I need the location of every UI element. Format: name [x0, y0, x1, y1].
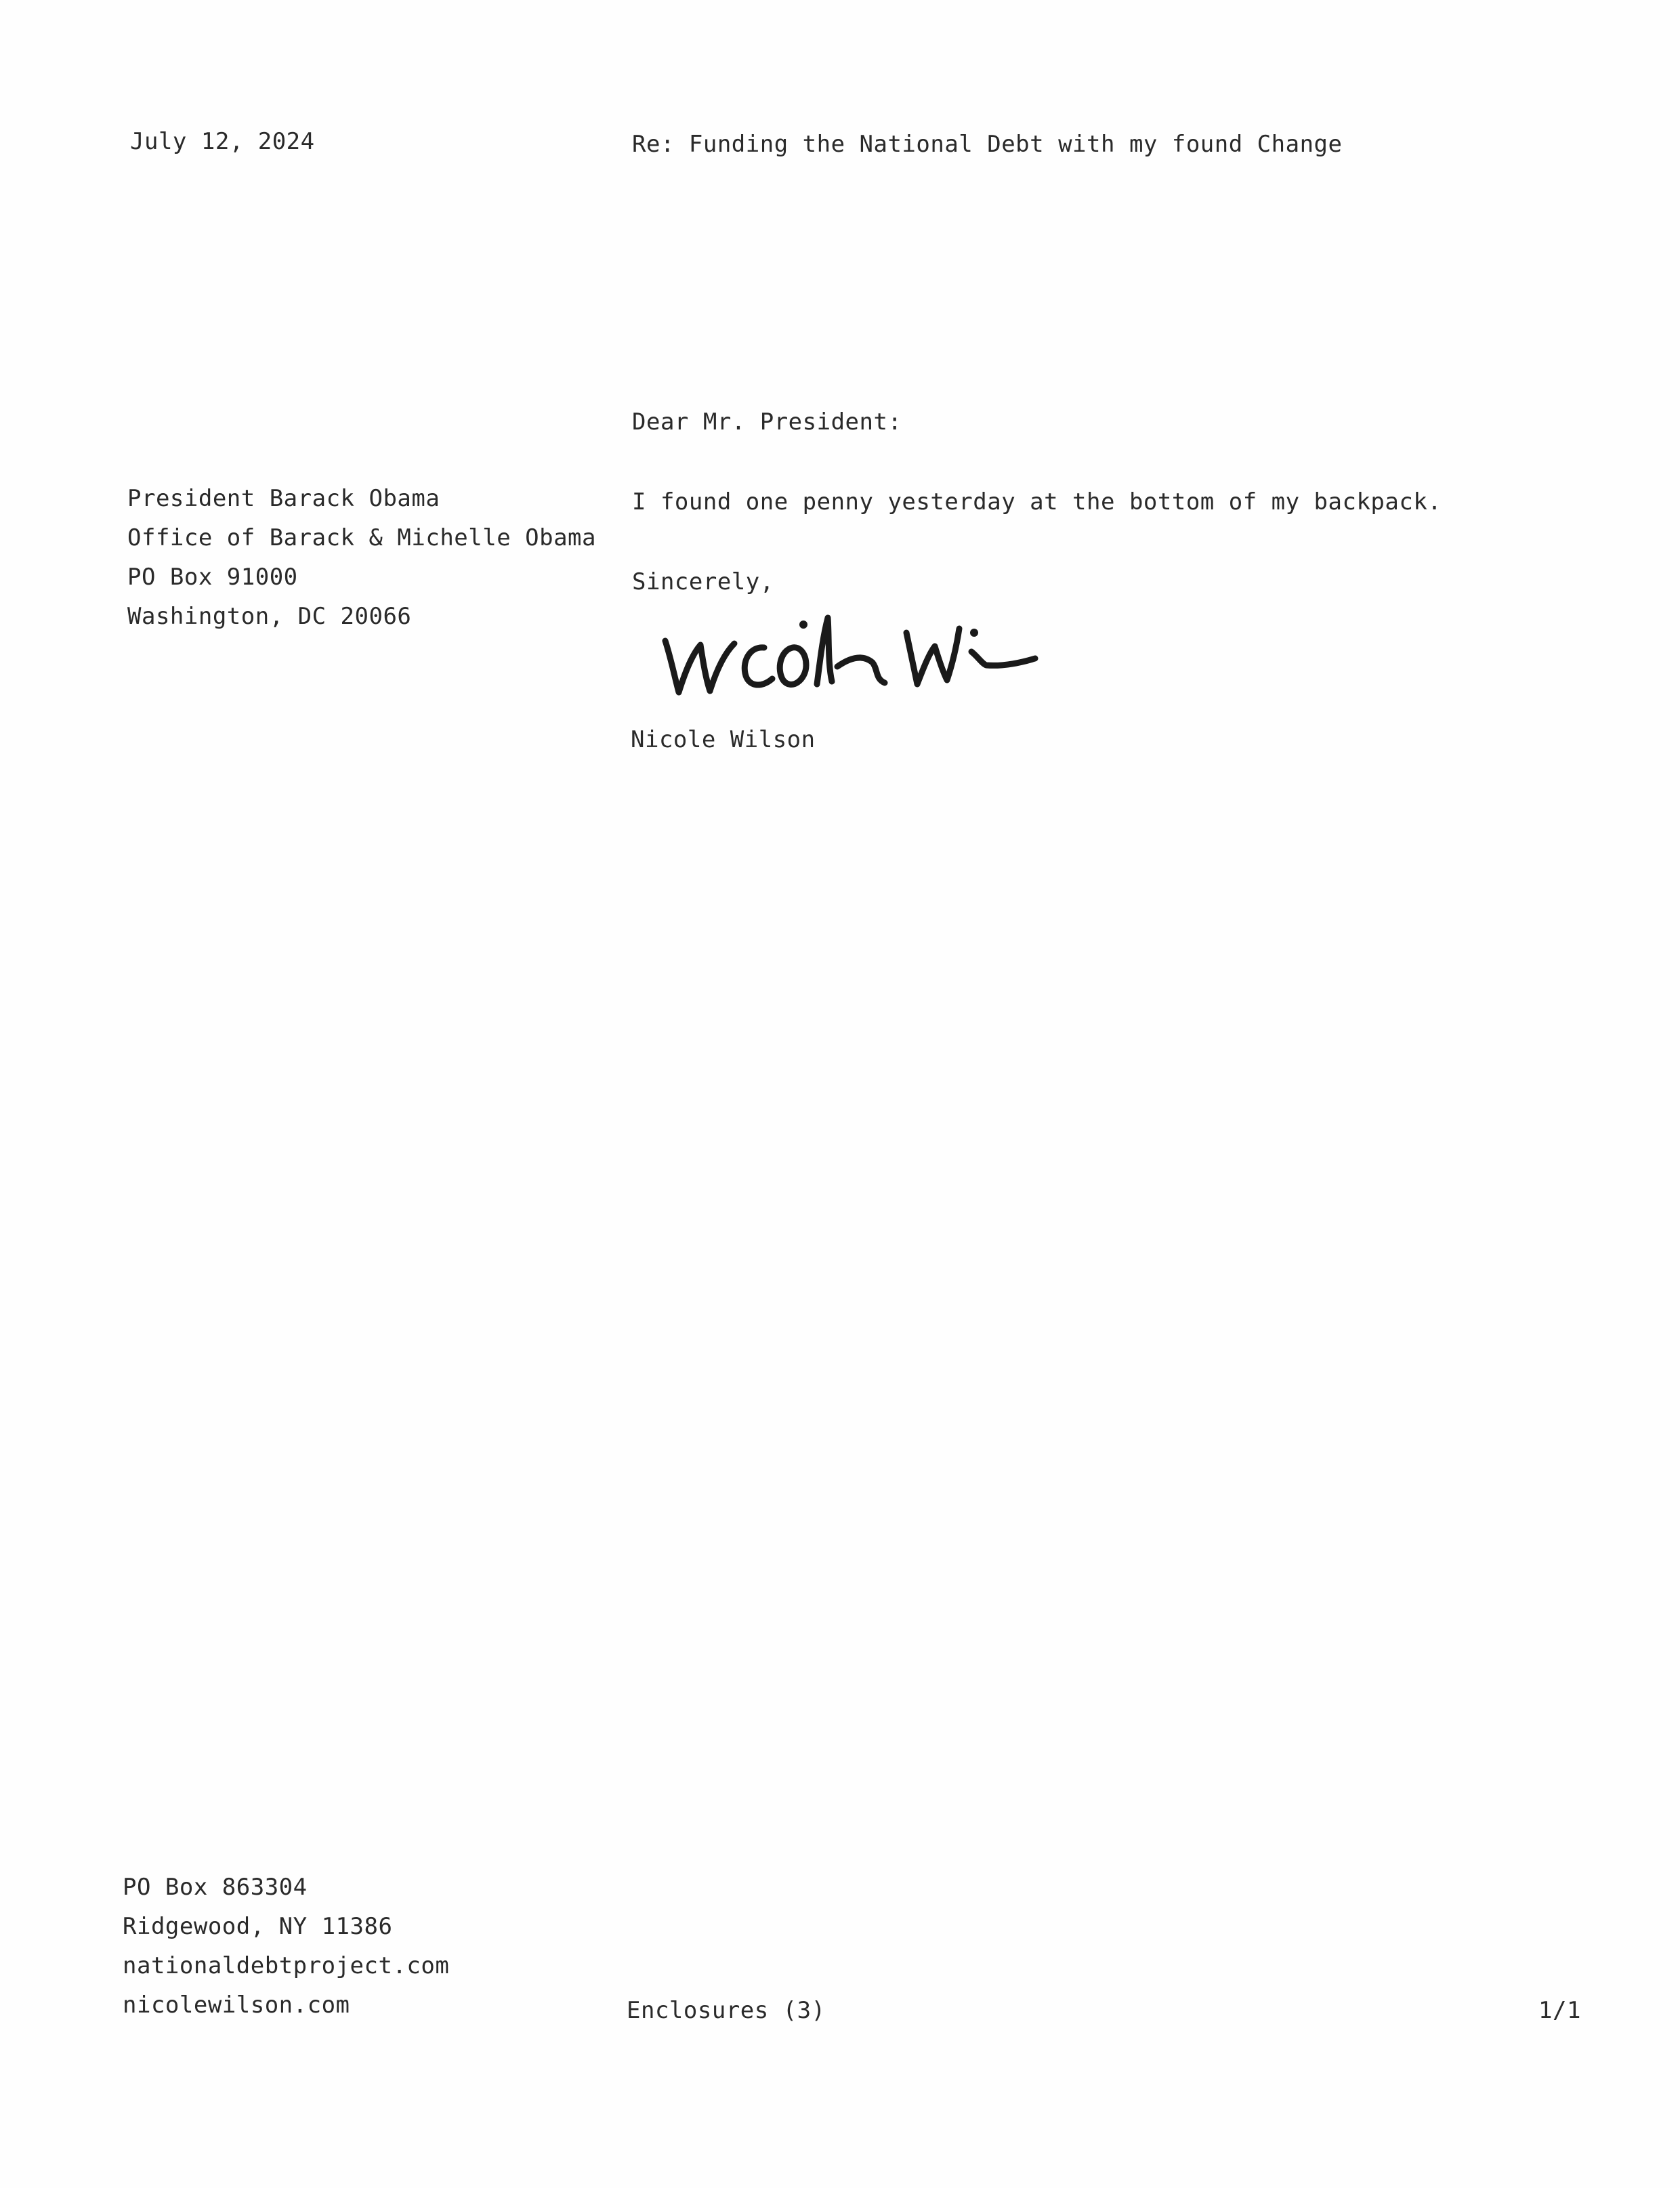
recipient-address	[127, 479, 596, 636]
salutation: Dear Mr. President:	[632, 408, 902, 436]
recipient-office: Office of Barack & Michelle Obama	[127, 524, 597, 551]
enclosures-note: Enclosures (3)	[627, 1997, 826, 2024]
sender-website-personal: nicolewilson.com	[123, 1992, 350, 2019]
sender-city: Ridgewood, NY 11386	[123, 1913, 393, 1940]
signer-name: Nicole Wilson	[631, 726, 816, 753]
page-number: 1/1	[1538, 1997, 1581, 2024]
letter-body: I found one penny yesterday at the bottom of my backpack.	[632, 488, 1442, 516]
sender-address	[123, 1868, 449, 2025]
recipient-city: Washington, DC 20066	[127, 603, 412, 630]
closing: Sincerely,	[632, 568, 774, 595]
letter-date: July 12, 2024	[130, 128, 315, 155]
sender-po-box: PO Box 863304	[123, 1874, 308, 1901]
recipient-name: President Barack Obama	[127, 485, 440, 512]
sender-website-project: nationaldebtproject.com	[123, 1952, 450, 1979]
signature-icon	[650, 589, 1043, 711]
letter-subject: Re: Funding the National Debt with my found Change	[632, 131, 1343, 158]
recipient-po-box: PO Box 91000	[127, 564, 298, 591]
